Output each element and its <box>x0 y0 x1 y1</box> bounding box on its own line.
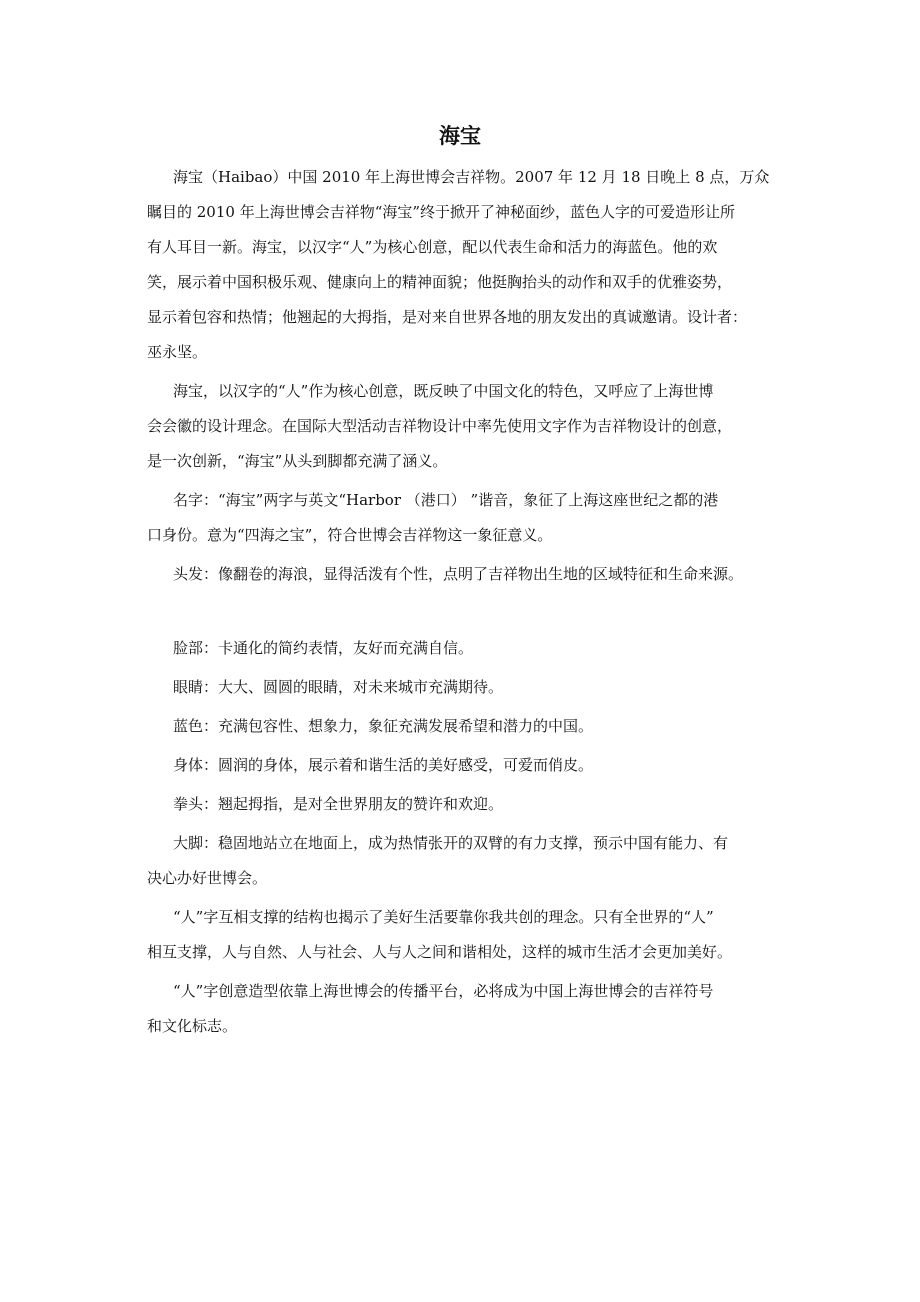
paragraph <box>147 483 787 553</box>
text-line: “人”字互相支撑的结构也揭示了美好生活要靠你我共创的理念。只有全世界的“人” <box>173 908 714 926</box>
text-line: 决心办好世博会。 <box>147 869 268 887</box>
text-line: “人”字创意造型依靠上海世博会的传播平台，必将成为中国上海世博会的吉祥符号 <box>173 982 714 1000</box>
text-line: 身体：圆润的身体，展示着和谐生活的美好感受，可爱而俏皮。 <box>173 756 594 774</box>
text-line: 显示着包容和热情；他翘起的大拇指，是对来自世界各地的朋友发出的真诚邀请。设计者： <box>147 308 748 326</box>
text-line: 头发：像翻卷的海浪，显得活泼有个性，点明了吉祥物出生地的区域特征和生命来源。 <box>173 565 744 583</box>
text-line: 海宝（Haibao）中国 2010 年上海世博会吉祥物。2007 年 12 月 18 日晚上 8 点，万众 <box>173 168 770 186</box>
text-line: 眼睛：大大、圆圆的眼睛，对未来城市充满期待。 <box>173 678 504 696</box>
text-line: 名字：“海宝”两字与英文“Harbor （港口） ”谐音，象征了上海这座世纪之都的港 <box>173 491 719 509</box>
text-line: 瞩目的 2010 年上海世博会吉祥物“海宝”终于掀开了神秘面纱，蓝色人字的可爱造形让所 <box>147 203 736 221</box>
paragraph <box>147 557 787 592</box>
paragraph <box>147 374 787 479</box>
paragraph <box>147 631 787 666</box>
text-line: 口身份。意为“四海之宝”，符合世博会吉祥物这一象征意义。 <box>147 526 553 544</box>
text-line: 海宝，以汉字的“人”作为核心创意，既反映了中国文化的特色，又呼应了上海世博 <box>173 382 714 400</box>
paragraph <box>147 709 787 744</box>
paragraph <box>147 748 787 783</box>
document-body <box>147 160 787 1048</box>
text-line: 巫永坚。 <box>147 343 208 361</box>
text-line: 和文化标志。 <box>147 1017 238 1035</box>
document-title: 海宝 <box>439 124 481 148</box>
text-line: 笑，展示着中国积极乐观、健康向上的精神面貌；他挺胸抬头的动作和双手的优雅姿势， <box>147 273 733 291</box>
text-line: 是一次创新，“海宝”从头到脚都充满了涵义。 <box>147 452 448 470</box>
paragraph <box>147 160 787 370</box>
text-line: 脸部：卡通化的简约表情，友好而充满自信。 <box>173 639 474 657</box>
paragraph <box>147 787 787 822</box>
paragraph <box>147 900 787 970</box>
text-line: 有人耳目一新。海宝，以汉字“人”为核心创意，配以代表生命和活力的海蓝色。他的欢 <box>147 238 718 256</box>
text-line: 大脚：稳固地站立在地面上，成为热情张开的双臂的有力支撑，预示中国有能力、有 <box>173 834 729 852</box>
paragraph <box>147 826 787 896</box>
text-line: 会会徽的设计理念。在国际大型活动吉祥物设计中率先使用文字作为吉祥物设计的创意， <box>147 417 733 435</box>
text-line: 拳头：翘起拇指，是对全世界朋友的赞许和欢迎。 <box>173 795 504 813</box>
blank-line <box>147 596 787 631</box>
paragraph <box>147 670 787 705</box>
text-line: 相互支撑，人与自然、人与社会、人与人之间和谐相处，这样的城市生活才会更加美好。 <box>147 943 733 961</box>
text-line: 蓝色：充满包容性、想象力，象征充满发展希望和潜力的中国。 <box>173 717 594 735</box>
paragraph <box>147 974 787 1044</box>
